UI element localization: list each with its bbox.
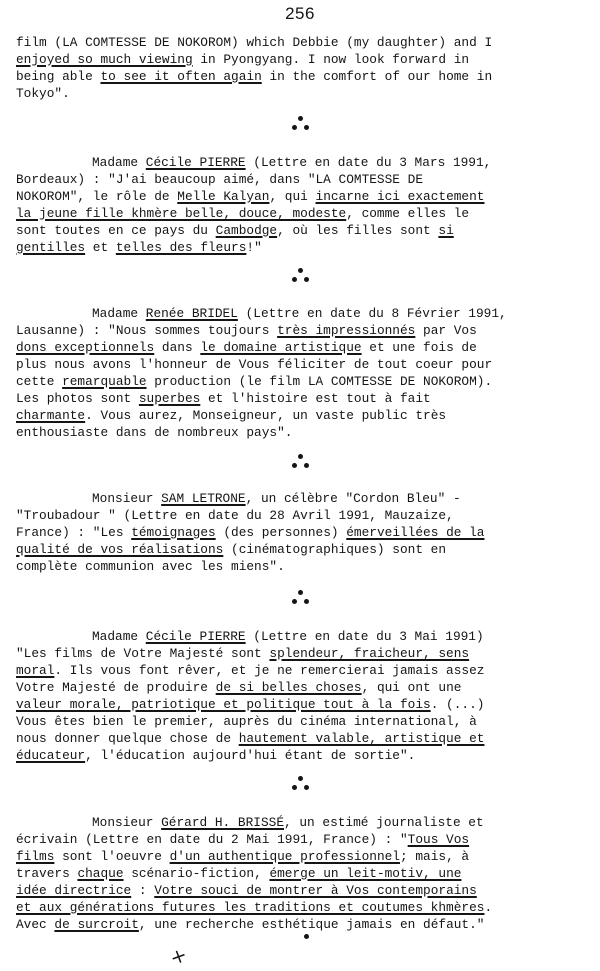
letter-cecile-pierre-mai bbox=[16, 628, 590, 764]
separator-dots bbox=[0, 116, 600, 134]
letter-line: NOKOROM", le rôle de Melle Kalyan, qui incarne ici exactement bbox=[16, 189, 485, 204]
letter-line: valeur morale, patriotique et politique tout à la fois. (...) bbox=[16, 697, 485, 712]
separator-dot-single bbox=[0, 934, 600, 952]
letter-line: Madame Cécile PIERRE (Lettre en date du 3 Mai 1991) bbox=[92, 629, 484, 644]
letter-line: Votre Majesté de produire de si belles choses, qui ont une bbox=[16, 680, 462, 695]
separator-dots bbox=[0, 590, 600, 608]
letter-line: Monsieur SAM LETRONE, un célèbre "Cordon Bleu" - bbox=[92, 491, 461, 506]
letter-line: enthousiaste dans de nombreux pays". bbox=[16, 425, 293, 440]
letter-line: "Troubadour " (Lettre en date du 28 Avril 1991, Mauzaize, bbox=[16, 508, 454, 523]
letter-line: "Les films de Votre Majesté sont splendeur, fraicheur, sens bbox=[16, 646, 470, 661]
letter-line: et aux générations futures les traditions et coutumes khmères. bbox=[16, 900, 493, 915]
letter-gerard-brisse bbox=[16, 814, 590, 933]
letter-line: Vous êtes bien le premier, auprès du cinéma international, à bbox=[16, 714, 477, 729]
letter-line: moral. Ils vous font rêver, et je ne remercierai jamais assez bbox=[16, 663, 485, 678]
intro-paragraph bbox=[16, 34, 590, 102]
letter-line: écrivain (Lettre en date du 2 Mai 1991, France) : "Tous Vos bbox=[16, 832, 470, 847]
letter-line: nous donner quelque chose de hautement valable, artistique et bbox=[16, 731, 485, 746]
letter-line: France) : "Les témoignages (des personnes) émerveillées de la bbox=[16, 525, 485, 540]
intro-line: being able to see it often again in the comfort of our home in bbox=[16, 69, 493, 84]
intro-line: enjoyed so much viewing in Pyongyang. I now look forward in bbox=[16, 52, 470, 67]
letter-line: Les photos sont superbes et l'histoire est tout à fait bbox=[16, 391, 431, 406]
letter-line: qualité de vos réalisations (cinématographiques) sont en bbox=[16, 542, 447, 557]
letter-cecile-pierre-mars bbox=[16, 154, 590, 256]
letter-line: sont toutes en ce pays du Cambodge, où les filles sont si bbox=[16, 223, 454, 238]
page-number: 256 bbox=[285, 4, 315, 23]
letter-line: idée directrice : Votre souci de montrer à Vos contemporains bbox=[16, 883, 477, 898]
letter-line: charmante. Vous aurez, Monseigneur, un vaste public très bbox=[16, 408, 447, 423]
letter-line: Avec de surcroit, une recherche esthétique jamais en défaut." bbox=[16, 917, 485, 932]
letter-line: gentilles et telles des fleurs!" bbox=[16, 240, 262, 255]
letter-renee-bridel bbox=[16, 305, 590, 441]
letter-line: films sont l'oeuvre d'un authentique professionnel; mais, à bbox=[16, 849, 470, 864]
separator-dots bbox=[0, 776, 600, 794]
letter-sam-letrone bbox=[16, 490, 590, 575]
letter-line: Monsieur Gérard H. BRISSÉ, un estimé journaliste et bbox=[92, 815, 484, 830]
separator-dots bbox=[0, 454, 600, 472]
letter-line: plus nous avons l'honneur de Vous féliciter de tout coeur pour bbox=[16, 357, 493, 372]
letter-line: complète communion avec les miens". bbox=[16, 559, 285, 574]
letter-line: cette remarquable production (le film LA COMTESSE DE NOKOROM). bbox=[16, 374, 493, 389]
letter-line: travers chaque scénario-fiction, émerge un leit-motiv, une bbox=[16, 866, 462, 881]
letter-line: Bordeaux) : "J'ai beaucoup aimé, dans "LA COMTESSE DE bbox=[16, 172, 424, 187]
letter-line: la jeune fille khmère belle, douce, modeste, comme elles le bbox=[16, 206, 470, 221]
letter-line: Lausanne) : "Nous sommes toujours très impressionnés par Vos bbox=[16, 323, 477, 338]
letter-line: Madame Renée BRIDEL (Lettre en date du 8 Février 1991, bbox=[92, 306, 507, 321]
separator-dots bbox=[0, 268, 600, 286]
letter-line: Madame Cécile PIERRE (Lettre en date du 3 Mars 1991, bbox=[92, 155, 492, 170]
handwritten-mark: + bbox=[166, 941, 191, 971]
letter-line: éducateur, l'éducation aujourd'hui étant de sortie". bbox=[16, 748, 416, 763]
letter-line: dons exceptionnels dans le domaine artistique et une fois de bbox=[16, 340, 477, 355]
intro-line: Tokyo". bbox=[16, 86, 70, 101]
intro-line: film (LA COMTESSE DE NOKOROM) which Debbie (my daughter) and I bbox=[16, 35, 493, 50]
